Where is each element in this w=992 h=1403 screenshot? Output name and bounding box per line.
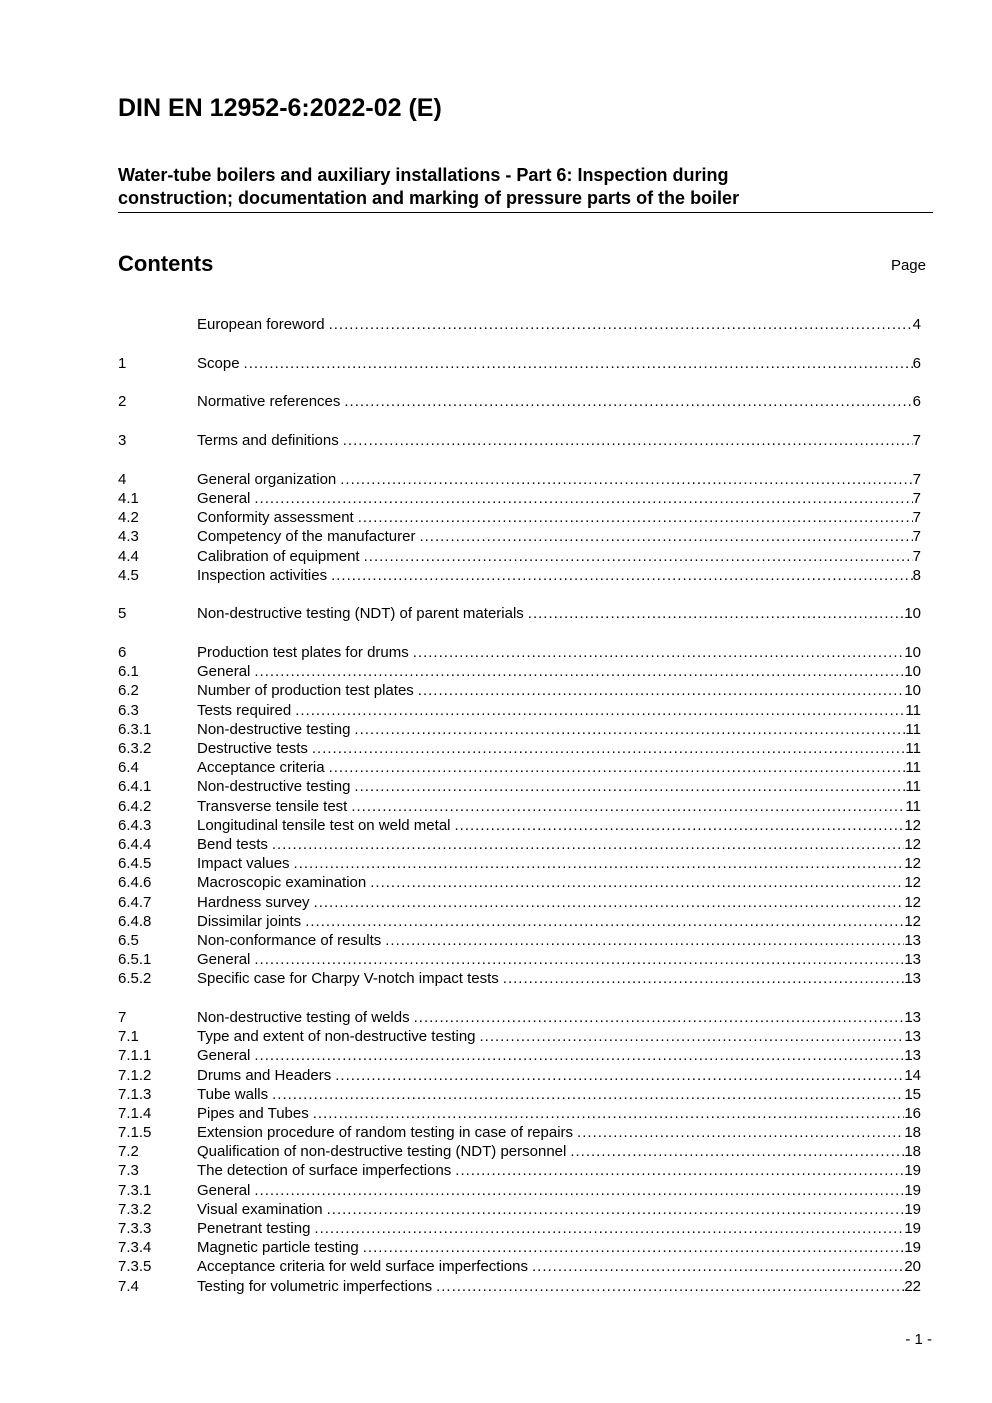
dot-leader — [254, 950, 904, 969]
toc-entry[interactable] — [118, 1257, 921, 1276]
toc-entry[interactable] — [118, 701, 921, 720]
toc-entry-number: 7.1.1 — [118, 1047, 152, 1065]
toc-entry[interactable] — [118, 816, 921, 835]
toc-entry-title: Qualification of non-destructive testing (NDT) personnel — [197, 1143, 567, 1161]
toc-entry[interactable] — [118, 354, 921, 373]
toc-entry[interactable] — [118, 1181, 921, 1200]
toc-entry[interactable] — [118, 643, 921, 662]
toc-entry-title: Tests required — [197, 701, 292, 719]
toc-entry-number: 4 — [118, 470, 127, 488]
toc-group — [118, 431, 921, 450]
toc-entry-number: 7.3.4 — [118, 1239, 152, 1257]
toc-entry-title: Number of production test plates — [197, 682, 414, 700]
toc-entry-title: Dissimilar joints — [197, 912, 302, 930]
toc-group — [118, 470, 921, 585]
toc-entry-page: 12 — [904, 816, 921, 834]
toc-entry-title: Macroscopic examination — [197, 874, 367, 892]
toc-entry-page: 13 — [904, 1008, 921, 1026]
toc-entry-title: General — [197, 1047, 251, 1065]
dot-leader — [340, 470, 912, 489]
toc-group — [118, 604, 921, 623]
toc-entry[interactable] — [118, 1161, 921, 1180]
toc-entry[interactable] — [118, 508, 921, 527]
toc-entry-title: Testing for volumetric imperfections — [197, 1277, 433, 1295]
toc-entry-number: 7.1.5 — [118, 1124, 152, 1142]
toc-entry-number: 6.3 — [118, 701, 139, 719]
toc-entry-title: Non-destructive testing — [197, 778, 351, 796]
dot-leader — [314, 1219, 904, 1238]
toc-group — [118, 643, 921, 988]
toc-entry-title: Magnetic particle testing — [197, 1239, 359, 1257]
dot-leader — [272, 1085, 904, 1104]
toc-entry-page: 11 — [905, 759, 921, 777]
dot-leader — [335, 1066, 904, 1085]
toc-entry[interactable] — [118, 604, 921, 623]
dot-leader — [370, 873, 904, 892]
toc-entry-number: 6.4.3 — [118, 816, 152, 834]
toc-entry-title: European foreword — [197, 316, 325, 333]
toc-entry[interactable] — [118, 969, 921, 988]
toc-entry-number: 7.3.1 — [118, 1181, 152, 1199]
toc-entry-number: 6.4.7 — [118, 893, 152, 911]
toc-entry-page: 11 — [905, 701, 921, 719]
toc-entry-number: 6.2 — [118, 682, 139, 700]
dot-leader — [314, 893, 905, 912]
toc-entry-page: 13 — [904, 1028, 921, 1046]
title-line-1: Water-tube boilers and auxiliary installations - Part 6: Inspection during — [118, 165, 729, 185]
toc-entry-title: Specific case for Charpy V-notch impact tests — [197, 970, 499, 988]
toc-entry-title: Non-destructive testing — [197, 720, 351, 738]
dot-leader — [363, 1238, 905, 1257]
toc-entry[interactable] — [118, 950, 921, 969]
toc-entry[interactable] — [118, 315, 921, 334]
dot-leader — [414, 1008, 905, 1027]
toc-entry-number: 4.4 — [118, 547, 139, 565]
dot-leader — [254, 489, 912, 508]
dot-leader — [577, 1123, 904, 1142]
page-number: - 1 - — [905, 1331, 932, 1348]
dot-leader — [312, 739, 906, 758]
dot-leader — [351, 797, 905, 816]
dot-leader — [329, 315, 913, 334]
toc-entry[interactable] — [118, 1219, 921, 1238]
toc-entry-page: 12 — [904, 855, 921, 873]
toc-entry-title: Production test plates for drums — [197, 644, 409, 662]
toc-entry-title: Penetrant testing — [197, 1220, 311, 1237]
toc-entry[interactable] — [118, 681, 921, 700]
toc-entry-title: General — [197, 951, 251, 969]
toc-entry-number: 6.4.6 — [118, 874, 152, 892]
toc-entry[interactable] — [118, 1123, 921, 1142]
toc-entry-title: Scope — [197, 354, 240, 372]
toc-entry[interactable] — [118, 566, 921, 585]
toc-entry-number: 6.4.2 — [118, 797, 152, 815]
toc-entry[interactable] — [118, 1046, 921, 1065]
dot-leader — [327, 1200, 905, 1219]
toc-entry-title: Acceptance criteria for weld surface imperfections — [197, 1258, 528, 1276]
toc-entry-title: General — [197, 663, 251, 681]
dot-leader — [532, 1257, 904, 1276]
toc-entry-title: General organization — [197, 470, 337, 488]
toc-entry[interactable] — [118, 777, 921, 796]
toc-entry[interactable] — [118, 758, 921, 777]
toc-entry-page: 18 — [904, 1124, 921, 1142]
toc-entry-title: Conformity assessment — [197, 509, 354, 527]
dot-leader — [343, 431, 913, 450]
toc-entry-title: Inspection activities — [197, 566, 328, 584]
toc-entry-title: Non-destructive testing (NDT) of parent materials — [197, 605, 524, 623]
dot-leader — [272, 835, 904, 854]
toc-entry-page: 13 — [904, 931, 921, 949]
toc-entry-title: Bend tests — [197, 835, 268, 853]
toc-entry-number: 6.4.4 — [118, 835, 152, 853]
toc-entry[interactable] — [118, 739, 921, 758]
toc-entry-number: 3 — [118, 432, 127, 450]
toc-entry-title: Impact values — [197, 855, 290, 873]
dot-leader — [354, 720, 905, 739]
toc-entry-title: Drums and Headers — [197, 1066, 332, 1084]
toc-entry-number: 4.1 — [118, 489, 139, 507]
toc-entry-number: 7.4 — [118, 1277, 139, 1295]
dot-leader — [364, 547, 913, 566]
toc-entry[interactable] — [118, 931, 921, 950]
toc-entry-page: 7 — [912, 509, 921, 527]
toc-entry-title: Non-conformance of results — [197, 931, 382, 949]
toc-entry-number: 7 — [118, 1008, 127, 1026]
dot-leader — [503, 969, 905, 988]
dot-leader — [419, 527, 912, 546]
dot-leader — [358, 508, 913, 527]
toc-entry[interactable] — [118, 489, 921, 508]
dot-leader — [436, 1277, 904, 1296]
toc-entry-page: 19 — [904, 1239, 921, 1257]
toc-entry-page: 7 — [912, 489, 921, 507]
toc-entry[interactable] — [118, 662, 921, 681]
toc-entry-page: 10 — [904, 605, 921, 623]
toc-entry[interactable] — [118, 392, 921, 411]
toc-entry-number: 6.4.5 — [118, 855, 152, 873]
toc-entry-page: 7 — [912, 528, 921, 546]
toc-entry-page: 20 — [904, 1258, 921, 1276]
toc-entry-title: Hardness survey — [197, 893, 310, 911]
dot-leader — [254, 662, 904, 681]
toc-entry[interactable] — [118, 527, 921, 546]
toc-entry[interactable] — [118, 1066, 921, 1085]
dot-leader — [413, 643, 905, 662]
toc-entry-page: 6 — [912, 354, 921, 372]
title-line-2: construction; documentation and marking of pressure parts of the boiler — [118, 188, 740, 208]
dot-leader — [329, 758, 906, 777]
dot-leader — [254, 1181, 904, 1200]
toc-entry-title: Type and extent of non-destructive testing — [197, 1028, 476, 1046]
toc-entry[interactable] — [118, 893, 921, 912]
toc-group — [118, 392, 921, 411]
toc-entry-page: 19 — [904, 1220, 921, 1237]
dot-leader — [455, 1161, 904, 1180]
dot-leader — [455, 816, 905, 835]
toc-entry-page: 11 — [905, 797, 921, 815]
toc-entry-title: Visual examination — [197, 1200, 323, 1218]
toc-entry[interactable] — [118, 470, 921, 489]
dot-leader — [244, 354, 913, 373]
toc-entry[interactable] — [118, 854, 921, 873]
toc-entry-title: Pipes and Tubes — [197, 1104, 309, 1122]
toc-entry[interactable] — [118, 873, 921, 892]
toc-entry[interactable] — [118, 547, 921, 566]
toc-entry-number: 1 — [118, 354, 127, 372]
toc-entry-number: 5 — [118, 605, 127, 623]
toc-entry-page: 7 — [912, 547, 921, 565]
dot-leader — [480, 1027, 905, 1046]
toc-entry-title: Transverse tensile test — [197, 797, 348, 815]
toc-entry[interactable] — [118, 1277, 921, 1296]
toc-entry-page: 4 — [912, 316, 921, 333]
toc-entry-page: 13 — [904, 1047, 921, 1065]
toc-entry-number: 7.3 — [118, 1162, 139, 1180]
toc-entry[interactable] — [118, 1008, 921, 1027]
toc-entry-title: Extension procedure of random testing in case of repairs — [197, 1124, 574, 1142]
toc-entry-number: 7.1 — [118, 1028, 139, 1046]
dot-leader — [254, 1046, 904, 1065]
toc-entry-page: 19 — [904, 1200, 921, 1218]
toc-entry-number: 4.5 — [118, 566, 139, 584]
toc-entry-page: 15 — [904, 1085, 921, 1103]
toc-entry-number: 7.3.3 — [118, 1220, 152, 1237]
table-of-contents — [118, 315, 921, 1315]
toc-entry-number: 6.5.2 — [118, 970, 152, 988]
toc-entry-title: Destructive tests — [197, 740, 308, 757]
toc-entry-page: 12 — [904, 912, 921, 930]
toc-entry-page: 7 — [912, 470, 921, 488]
toc-entry-title: Competency of the manufacturer — [197, 528, 416, 546]
dot-leader — [570, 1142, 904, 1161]
toc-entry-page: 12 — [904, 874, 921, 892]
toc-entry-title: General — [197, 1181, 251, 1199]
toc-entry-number: 7.1.3 — [118, 1085, 152, 1103]
dot-leader — [331, 566, 913, 585]
toc-entry-number: 2 — [118, 393, 127, 411]
toc-group — [118, 315, 921, 334]
dot-leader — [418, 681, 905, 700]
toc-entry-number: 6.3.1 — [118, 720, 152, 738]
page-column-label: Page — [890, 257, 926, 274]
toc-entry-number: 6.4.1 — [118, 778, 152, 796]
toc-entry[interactable] — [118, 431, 921, 450]
toc-entry[interactable] — [118, 835, 921, 854]
dot-leader — [354, 777, 905, 796]
toc-entry-page: 12 — [904, 835, 921, 853]
toc-group — [118, 1008, 921, 1296]
toc-entry-title: Terms and definitions — [197, 432, 339, 450]
toc-entry-page: 8 — [912, 566, 921, 584]
toc-entry[interactable] — [118, 1085, 921, 1104]
toc-entry-page: 22 — [904, 1277, 921, 1295]
toc-entry-page: 7 — [912, 432, 921, 450]
document-id: DIN EN 12952-6:2022-02 (E) — [118, 94, 442, 122]
toc-entry[interactable] — [118, 1104, 921, 1123]
toc-entry[interactable] — [118, 912, 921, 931]
toc-entry-title: Non-destructive testing of welds — [197, 1008, 410, 1026]
toc-entry-title: Calibration of equipment — [197, 547, 360, 565]
toc-entry-number: 7.1.2 — [118, 1066, 152, 1084]
dot-leader — [344, 392, 912, 411]
toc-entry-page: 6 — [912, 393, 921, 411]
toc-entry-page: 18 — [904, 1143, 921, 1161]
document-title — [118, 164, 933, 213]
toc-entry-page: 11 — [905, 740, 921, 757]
toc-entry-number: 6.4.8 — [118, 912, 152, 930]
toc-entry-title: Tube walls — [197, 1085, 269, 1103]
toc-entry-title: Normative references — [197, 393, 341, 411]
toc-entry[interactable] — [118, 1142, 921, 1161]
toc-entry-page: 11 — [905, 720, 921, 738]
toc-entry-page: 10 — [904, 644, 921, 662]
toc-entry-number: 6.3.2 — [118, 740, 152, 757]
dot-leader — [305, 912, 904, 931]
toc-entry-number: 6 — [118, 644, 127, 662]
toc-entry[interactable] — [118, 1200, 921, 1219]
toc-group — [118, 354, 921, 373]
toc-entry-number: 7.1.4 — [118, 1104, 152, 1122]
toc-entry-title: Longitudinal tensile test on weld metal — [197, 816, 451, 834]
toc-entry-page: 16 — [904, 1104, 921, 1122]
dot-leader — [313, 1104, 905, 1123]
toc-entry-number: 7.3.2 — [118, 1200, 152, 1218]
toc-entry-number: 6.1 — [118, 663, 139, 681]
toc-entry-page: 14 — [904, 1066, 921, 1084]
toc-entry[interactable] — [118, 1238, 921, 1257]
toc-entry-page: 19 — [904, 1181, 921, 1199]
toc-entry-number: 6.4 — [118, 759, 139, 777]
dot-leader — [294, 854, 905, 873]
toc-entry-number: 6.5 — [118, 931, 139, 949]
toc-entry-page: 13 — [904, 970, 921, 988]
toc-entry-page: 10 — [904, 682, 921, 700]
toc-entry[interactable] — [118, 720, 921, 739]
dot-leader — [385, 931, 904, 950]
toc-entry-page: 10 — [904, 663, 921, 681]
toc-entry-number: 6.5.1 — [118, 951, 152, 969]
dot-leader — [295, 701, 905, 720]
toc-entry[interactable] — [118, 1027, 921, 1046]
toc-entry-page: 13 — [904, 951, 921, 969]
contents-heading: Contents — [118, 251, 214, 276]
toc-entry-page: 19 — [904, 1162, 921, 1180]
toc-entry-number: 4.3 — [118, 528, 139, 546]
toc-entry-number: 7.3.5 — [118, 1258, 152, 1276]
toc-entry-title: The detection of surface imperfections — [197, 1162, 452, 1180]
toc-entry-title: Acceptance criteria — [197, 759, 325, 777]
dot-leader — [528, 604, 905, 623]
toc-entry-page: 11 — [905, 778, 921, 796]
toc-entry-title: General — [197, 489, 251, 507]
toc-entry[interactable] — [118, 797, 921, 816]
toc-entry-number: 4.2 — [118, 509, 139, 527]
toc-entry-page: 12 — [904, 893, 921, 911]
toc-entry-number: 7.2 — [118, 1143, 139, 1161]
